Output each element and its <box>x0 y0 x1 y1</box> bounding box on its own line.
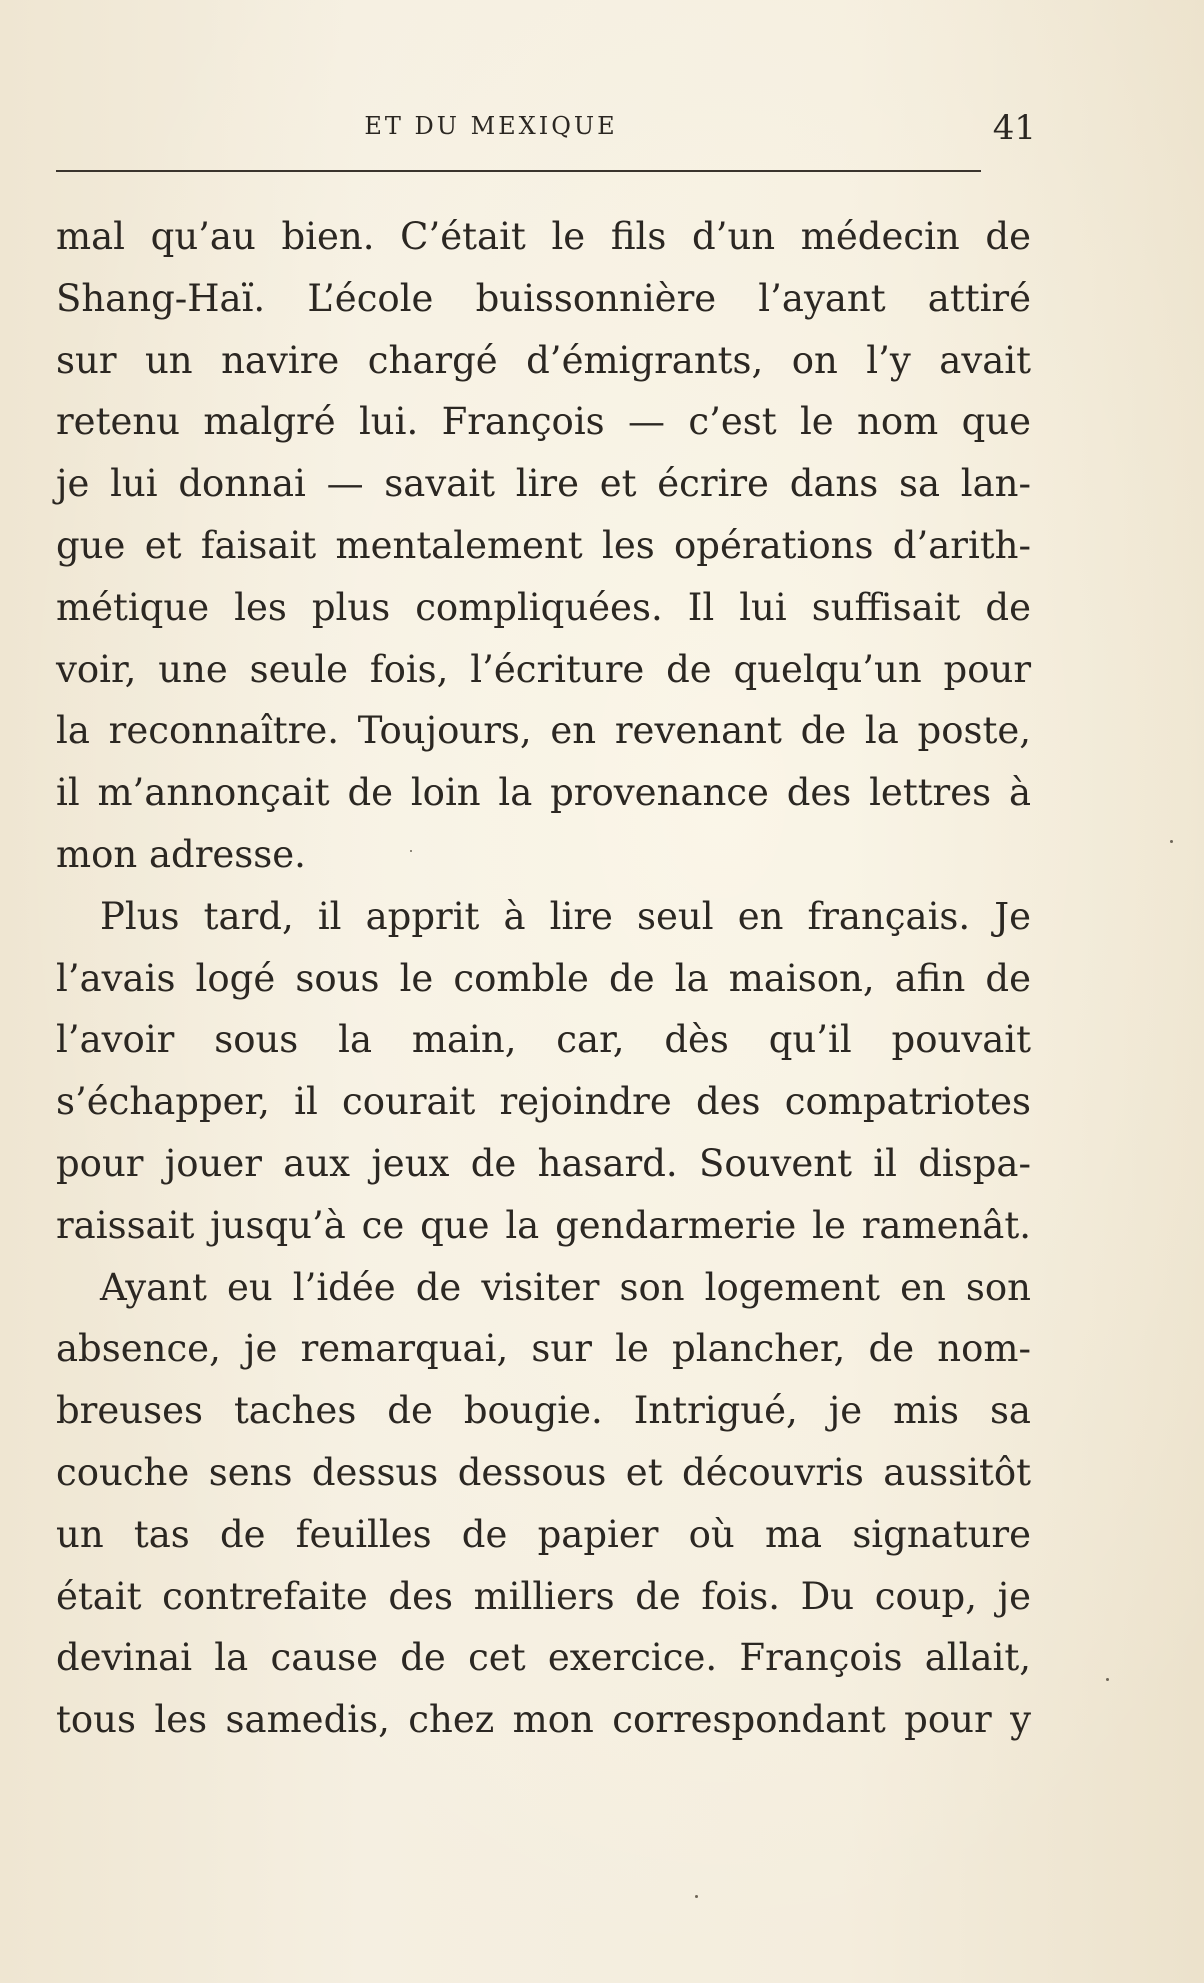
paper-speck <box>695 1895 698 1898</box>
text-line: sur un navire chargé d’émigrants, on l’y avait <box>56 338 1031 382</box>
text-line: l’avoir sous la main, car, dès qu’il pouvait <box>56 1018 1031 1062</box>
text-line: Shang-Haï. L’école buissonnière l’ayant attiré <box>56 276 1031 320</box>
text-line: Ayant eu l’idée de visiter son logement en son <box>100 1265 1031 1309</box>
paper-speck <box>1170 840 1173 843</box>
text-line: l’avais logé sous le comble de la maison, afin de <box>56 956 1031 1000</box>
running-head <box>56 108 1036 148</box>
text-line: voir, une seule fois, l’écriture de quelqu’un pour <box>56 647 1031 691</box>
text-line: couche sens dessus dessous et découvris aussitôt <box>56 1450 1031 1494</box>
text-line: gue et faisait mentalement les opérations d’arith- <box>56 523 1031 567</box>
text-line: breuses taches de bougie. Intrigué, je mis sa <box>56 1389 1031 1433</box>
text-line: s’échapper, il courait rejoindre des compatriotes <box>56 1080 1031 1124</box>
text-line: raissait jusqu’à ce que la gendarmerie le ramenât. <box>56 1203 1031 1247</box>
text-line: tous les samedis, chez mon correspondant pour y <box>56 1698 1031 1742</box>
text-line: Plus tard, il apprit à lire seul en français. Je <box>100 894 1031 938</box>
text-line: métique les plus compliquées. Il lui suffisait de <box>56 585 1031 629</box>
paper-speck <box>410 850 412 852</box>
text-line: la reconnaître. Toujours, en revenant de la poste, <box>56 709 1031 753</box>
text-line: un tas de feuilles de papier où ma signature <box>56 1512 1031 1556</box>
text-line: mal qu’au bien. C’était le fils d’un médecin de <box>56 215 1031 258</box>
page-number: 41 <box>992 108 1036 148</box>
text-line: absence, je remarquai, sur le plancher, de nom- <box>56 1327 1031 1371</box>
running-title: ET DU MEXIQUE <box>364 112 618 140</box>
text-line: retenu malgré lui. François — c’est le nom que <box>56 400 1031 444</box>
header-rule <box>56 170 981 172</box>
paper-speck <box>1106 1678 1109 1681</box>
body-text <box>56 206 1031 1751</box>
text-line: était contrefaite des milliers de fois. Du coup, je <box>56 1574 1031 1618</box>
text-line: mon adresse. <box>56 832 306 876</box>
text-line: pour jouer aux jeux de hasard. Souvent il dispa- <box>56 1141 1031 1185</box>
text-line: il m’annonçait de loin la provenance des lettres à <box>56 771 1031 815</box>
text-line: je lui donnai — savait lire et écrire dans sa lan- <box>56 462 1031 506</box>
text-line: devinai la cause de cet exercice. François allait, <box>56 1636 1031 1680</box>
